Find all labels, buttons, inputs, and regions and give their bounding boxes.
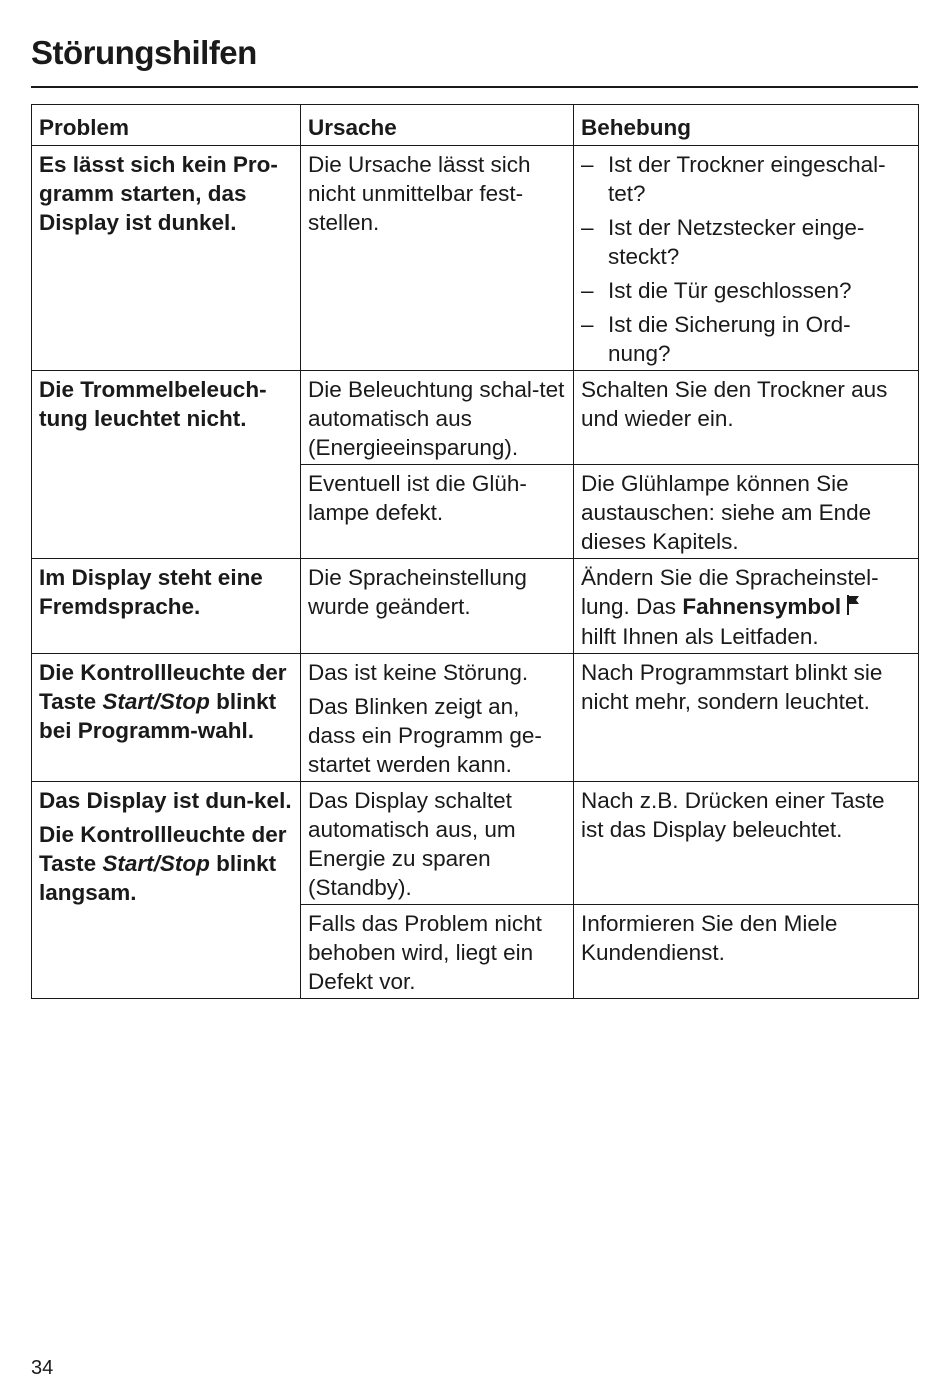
remedy-cell: Die Glühlampe können Sie austauschen: siehe am Ende dieses Kapitels. (574, 465, 919, 559)
problem-text: blinkt bei Programm-wahl. (39, 689, 277, 743)
cause-text: Das Blinken zeigt an, dass ein Programm ge-startet werden kann. (308, 694, 542, 777)
title-rule (31, 86, 918, 88)
cause-text: Das ist keine Störung. (308, 660, 529, 685)
remedy-cell (574, 146, 919, 371)
remedy-cell: Nach z.B. Drücken einer Taste ist das Display beleuchtet. (574, 782, 919, 905)
remedy-cell: Schalten Sie den Trockner aus und wieder ein. (574, 371, 919, 465)
list-item: – Ist der Netzstecker einge-steckt? (581, 213, 912, 271)
cause-cell: Das Display schaltet automatisch aus, um Energie zu sparen (Standby). (301, 782, 574, 905)
problem-cell: Die Trommelbeleuch-tung leuchtet nicht. (32, 371, 301, 559)
column-header-cause: Ursache (301, 105, 574, 146)
problem-cell (32, 654, 301, 782)
remedy-cell (574, 559, 919, 654)
remedy-text: Ändern Sie die Spracheinstel-lung. Das (581, 565, 879, 619)
table-row (32, 146, 919, 371)
page-number: 34 (31, 1357, 54, 1379)
problem-cell: Es lässt sich kein Pro-gramm starten, das Display ist dunkel. (32, 146, 301, 371)
table-row (32, 371, 919, 465)
cause-cell: Die Beleuchtung schal-tet automatisch aus (Energieeinsparung). (301, 371, 574, 465)
problem-cell: Im Display steht eine Fremdsprache. (32, 559, 301, 654)
table-header-row (32, 105, 919, 146)
list-item: – Ist die Sicherung in Ord-nung? (581, 310, 912, 368)
remedy-cell: Nach Programmstart blinkt sie nicht mehr, sondern leuchtet. (574, 654, 919, 782)
remedy-cell: Informieren Sie den Miele Kundendienst. (574, 905, 919, 999)
table-row (32, 782, 919, 905)
column-header-problem: Problem (32, 105, 301, 146)
problem-text (39, 820, 294, 907)
list-item: – Ist der Trockner eingeschal-tet? (581, 150, 912, 208)
cause-cell: Die Ursache lässt sich nicht unmittelbar fest-stellen. (301, 146, 574, 371)
cause-cell (301, 654, 574, 782)
cause-cell: Eventuell ist die Glüh-lampe defekt. (301, 465, 574, 559)
list-item: – Ist die Tür geschlossen? (581, 276, 912, 305)
problem-text-part: Die Kontrollleuchte der Taste (39, 822, 287, 876)
column-header-remedy: Behebung (574, 105, 919, 146)
remedy-checklist (581, 150, 912, 368)
cause-cell: Falls das Problem nicht behoben wird, liegt ein Defekt vor. (301, 905, 574, 999)
start-stop-key-label: Start/Stop (102, 851, 210, 876)
remedy-text: hilft Ihnen als Leitfaden. (581, 624, 819, 649)
flag-symbol-label: Fahnensymbol (682, 594, 842, 619)
cause-cell: Die Spracheinstellung wurde geändert. (301, 559, 574, 654)
page-title: Störungshilfen (31, 34, 257, 71)
problem-text-part: blinkt langsam. (39, 851, 277, 905)
problem-cell (32, 782, 301, 999)
problem-text: Das Display ist dun-kel. (39, 788, 292, 813)
start-stop-key-label: Start/Stop (102, 689, 210, 714)
flag-icon (847, 593, 860, 622)
table-row (32, 654, 919, 782)
problem-text: Die Kontrollleuchte der Taste (39, 660, 287, 714)
troubleshooting-table (31, 104, 919, 999)
table-row (32, 559, 919, 654)
